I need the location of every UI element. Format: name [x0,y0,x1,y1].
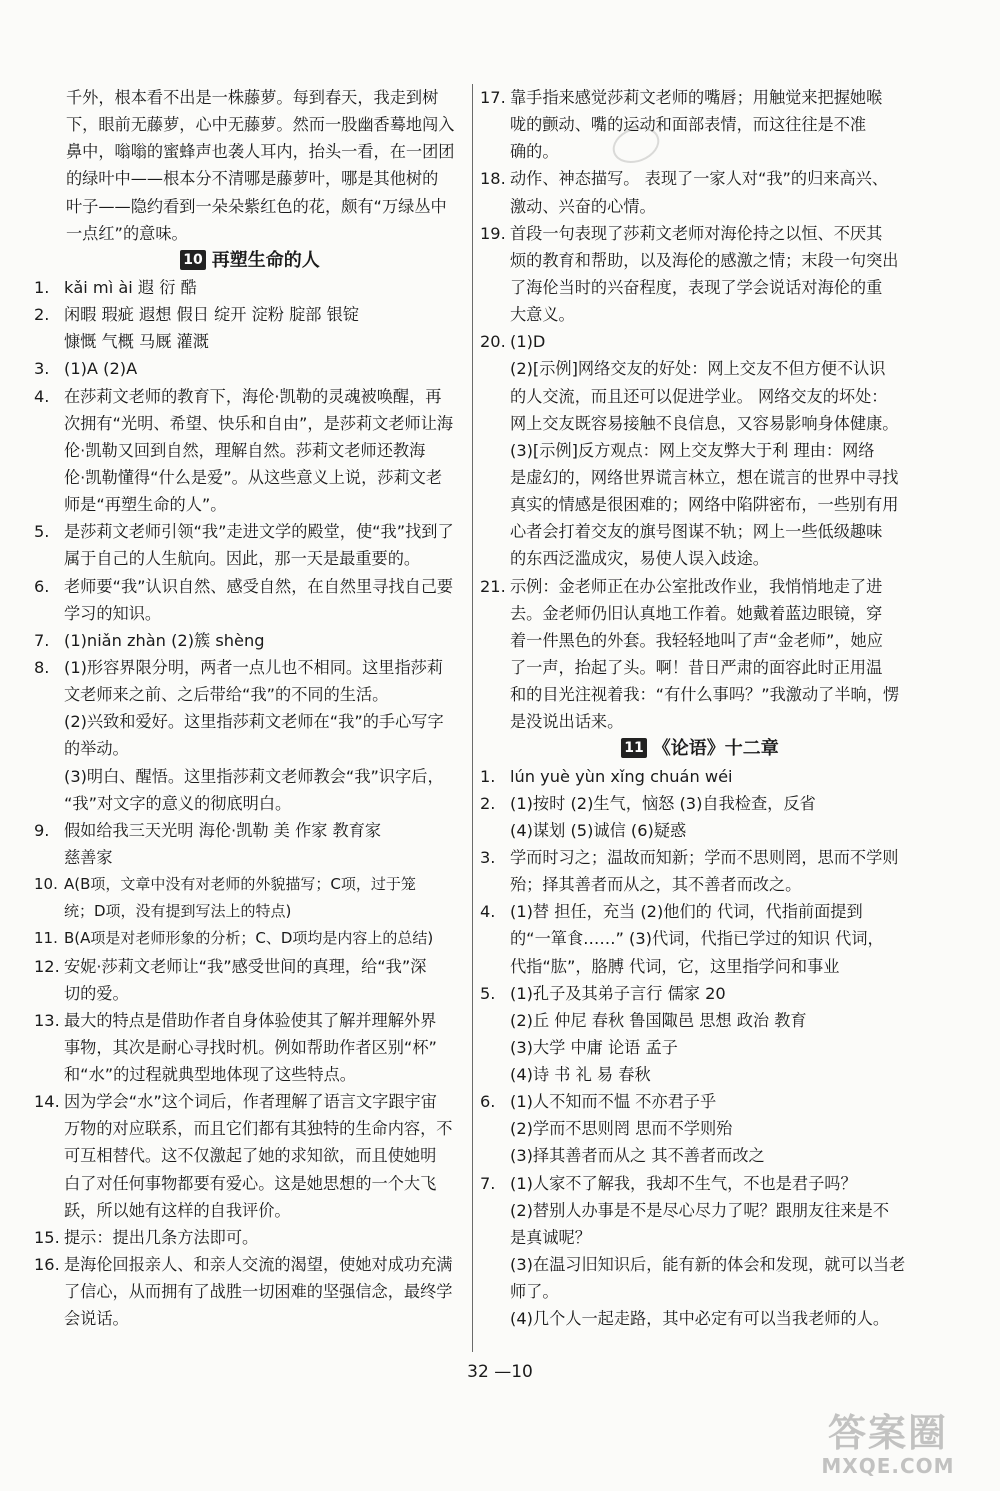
item-text: kǎi mì ài 遐 衍 酷 [64,277,197,297]
answer-continuation-line: 是没说出话来。 [510,712,624,732]
item-text: 老师要“我”认识自然、感受自然，在自然里寻找自己要 [64,576,454,596]
item-text: 示例：金老师正在办公室批改作业，我悄悄地走了进 [510,576,883,596]
right-column [480,84,920,1332]
item-number: 13. [34,1010,60,1030]
answer-item [34,274,466,301]
answer-continuation-line: 着一件黑色的外套。我轻轻地叫了声“金老师”，她应 [510,630,883,650]
column-divider [472,84,473,1352]
answer-continuation-line: 慷慨 气概 马厩 灌溉 [64,332,209,352]
answer-continuation-line: 会说话。 [64,1309,129,1329]
item-text: 假如给我三天光明 海伦·凯勒 美 作家 教育家 [64,820,382,840]
answer-continuation-line: 统；D项，没有提到写法上的特点) [64,902,292,921]
item-number: 4. [34,386,50,406]
item-text: lún yuè yùn xǐng chuán wéi [510,766,733,786]
answer-continuation-line: 了信心，从而拥有了战胜一切困难的坚强信念，最终学 [64,1282,453,1302]
item-number: 17. [480,88,506,107]
answer-continuation-line: 学习的知识。 [64,603,162,623]
site-watermark [798,1411,978,1481]
answer-continuation-line: 万物的对应联系，而且它们都有其独特的生命内容，不 [64,1119,453,1139]
answer-item [34,518,466,545]
item-number: 1. [34,277,50,297]
answer-continuation-line: (2)学而不思则罔 思而不学则殆 [510,1119,733,1139]
answer-continuation-line: 大意义。 [510,305,575,325]
item-text: 闲暇 瑕疵 遐想 假日 绽开 淀粉 腚部 银锭 [64,305,360,325]
answer-continuation-line: 和的目光注视着我：“有什么事吗？”我激动了半晌，愣 [510,685,900,705]
answer-continuation-line: 的“一箪食……” (3)代词，代指已学过的知识 代词， [510,929,884,949]
answer-item [34,953,466,980]
item-text: B(A项是对老师形象的分析；C、D项均是内容上的总结) [64,929,434,948]
answer-continuation-line: (3)[示例]反方观点：网上交友弊大于利 理由：网络 [510,440,875,460]
answer-continuation-line: 烦的教育和帮助，以及海伦的感激之情；末段一句突出 [510,250,899,270]
answer-continuation-line: 伦·凯勒懂得“什么是爱”。从这些意义上说，莎莉文老 [64,467,443,487]
item-text: 学而时习之；温故而知新；学而不思则罔，思而不学则 [510,847,899,867]
item-number: 7. [480,1173,496,1193]
item-number: 4. [480,902,496,922]
answer-continuation-line: 咙的颤动、嘴的运动和面部表情，而这往往是不准 [510,115,867,135]
item-text: 动作、神态描写。 表现了一家人对“我”的归来高兴、 [510,169,889,189]
item-number: 1. [480,766,496,786]
answer-item [34,871,466,898]
passage-text-line: 鼻中，嗡嗡的蜜蜂声也袭人耳内，抬头一看，在一团团 [66,142,455,162]
item-number: 20. [480,332,506,352]
item-text: (1)niǎn zhàn (2)簇 shèng [64,630,265,650]
item-number: 6. [34,576,50,596]
item-text: (1)替 担任，充当 (2)他们的 代词，代指前面提到 [510,902,863,922]
answer-continuation-line: 的举动。 [64,739,129,759]
answer-continuation-line: 是虚幻的，网络世界谎言林立，想在谎言的世界中寻找 [510,467,899,487]
answer-item [34,654,466,681]
section-title-text: 《论语》十二章 [652,738,779,760]
item-number: 21. [480,576,506,596]
item-number: 3. [34,359,50,379]
answer-item [34,383,466,410]
answer-item [34,1088,466,1115]
answer-continuation-line: 去。金老师仍旧认真地工作着。她戴着蓝边眼镜，穿 [510,603,883,623]
answer-continuation-line: (3)明白、醒悟。这里指莎莉文老师教会“我”识字后， [64,766,444,786]
passage-text-line: 千外，根本看不出是一株藤萝。每到春天，我走到树 [66,88,439,107]
answer-item [34,301,466,328]
item-text: (1)孔子及其弟子言行 儒家 20 [510,983,726,1003]
watermark-url: MXQE.COM [821,1454,955,1478]
section-number-badge: 10 [180,250,205,270]
answer-item [34,1007,466,1034]
item-number: 5. [34,522,50,542]
item-text: 因为学会“水”这个词后，作者理解了语言文字跟宇宙 [64,1092,437,1112]
answer-item [480,220,920,247]
answer-continuation-line: (3)在温习旧知识后，能有新的体会和发现，就可以当老 [510,1255,906,1275]
item-text: (1)按时 (2)生气，恼怒 (3)自我检查，反省 [510,793,816,813]
answer-item [34,1251,466,1278]
answer-continuation-line: 师了。 [510,1282,559,1302]
section-title [34,247,466,274]
answer-item [34,627,466,654]
answer-continuation-line: 真实的情感是很困难的；网络中陷阱密布，一些别有用 [510,495,899,515]
answer-item [34,1224,466,1251]
answer-item [480,790,920,817]
watermark-logo-text: 答案圈 [827,1411,948,1455]
answer-continuation-line: (4)诗 书 礼 易 春秋 [510,1065,651,1085]
answer-continuation-line: 伦·凯勒又回到自然，理解自然。莎莉文老师还教海 [64,440,426,460]
item-number: 15. [34,1227,60,1247]
item-text: (1)人不知而不愠 不亦君子乎 [510,1092,717,1112]
answer-continuation-line: 白了对任何事物都要有爱心。这是她思想的一个大飞 [64,1173,437,1193]
answer-continuation-line: (2)丘 仲尼 春秋 鲁国陬邑 思想 政治 教育 [510,1010,807,1030]
item-number: 5. [480,983,496,1003]
item-text: (1)人家不了解我，我却不生气，不也是君子吗？ [510,1173,857,1193]
answer-item [34,817,466,844]
answer-continuation-line: (4)谋划 (5)诚信 (6)疑惑 [510,820,687,840]
answer-item [480,1170,920,1197]
item-text: 安妮·莎莉文老师让“我”感受世间的真理，给“我”深 [64,956,427,976]
answer-continuation-line: 属于自己的人生航向。因此，那一天是最重要的。 [64,549,421,569]
item-number: 16. [34,1255,60,1275]
section-title-text: 再塑生命的人 [211,249,320,271]
answer-item [480,328,920,355]
answer-continuation-line: (4)几个人一起走路，其中必定有可以当我老师的人。 [510,1309,890,1329]
item-number: 8. [34,657,50,677]
item-text: 提示：提出几条方法即可。 [64,1227,259,1247]
answer-item [480,1088,920,1115]
answer-item [480,165,920,192]
passage-text-line: 的绿叶中——根本分不清哪是藤萝叶，哪是其他树的 [66,169,439,189]
left-column [34,84,466,1332]
answer-continuation-line: 慈善家 [64,847,113,867]
passage-text-line: 下，眼前无藤萝，心中无藤萝。然而一股幽香蓦地闯入 [66,115,455,135]
answer-continuation-line: 和“水”的过程就典型地体现了这些特点。 [64,1065,356,1085]
item-number: 12. [34,956,60,976]
section-title [480,735,920,762]
item-number: 7. [34,630,50,650]
answer-item [480,84,920,111]
item-text: (1)A (2)A [64,359,138,379]
answer-continuation-line: (3)大学 中庸 论语 孟子 [510,1037,678,1057]
answer-continuation-line: (2)替别人办事是不是尽心尽力了呢？跟朋友往来是不 [510,1200,890,1220]
item-number: 10. [34,875,58,894]
answer-continuation-line: 的人交流，而且还可以促进学业。 网络交友的坏处： [510,386,888,406]
item-text: 靠手指来感觉莎莉文老师的嘴唇；用触觉来把握她喉 [510,88,883,107]
answer-continuation-line: 是真诚呢？ [510,1227,591,1247]
answer-continuation-line: 事物，其次是耐心寻找时机。例如帮助作者区别“杯” [64,1037,437,1057]
item-number: 14. [34,1092,60,1112]
item-text: 是莎莉文老师引领“我”走进文学的殿堂，使“我”找到了 [64,522,454,542]
item-number: 9. [34,820,50,840]
answer-continuation-line: 了一声，抬起了头。啊！昔日严肃的面容此时正用温 [510,657,883,677]
answer-item [34,573,466,600]
answer-item [480,844,920,871]
item-text: 最大的特点是借助作者自身体验使其了解并理解外界 [64,1010,437,1030]
answer-item [480,763,920,790]
answer-continuation-line: 文老师来之前、之后带给“我”的不同的生活。 [64,685,389,705]
answer-item [34,925,466,952]
answer-item [34,355,466,382]
answer-continuation-line: 激动、兴奋的心情。 [510,196,656,216]
answer-item [480,573,920,600]
answer-continuation-line: 切的爱。 [64,983,129,1003]
answer-item [480,898,920,925]
item-number: 2. [34,305,50,325]
passage-text-line: 一点红”的意味。 [66,223,188,243]
answer-continuation-line: 的东西泛滥成灾，易使人误入歧途。 [510,549,769,569]
answer-continuation-line: (2)兴致和爱好。这里指莎莉文老师在“我”的手心写字 [64,712,444,732]
item-number: 11. [34,929,58,948]
item-number: 19. [480,223,506,243]
item-number: 2. [480,793,496,813]
item-text: 在莎莉文老师的教育下，海伦·凯勒的灵魂被唤醒，再 [64,386,442,406]
answer-continuation-line: 师是“再塑生命的人”。 [64,495,227,515]
item-text: 首段一句表现了莎莉文老师对海伦持之以恒、不厌其 [510,223,883,243]
page-number: 32 —10 [467,1362,533,1382]
answer-continuation-line: 可互相替代。这不仅激起了她的求知欲，而且使她明 [64,1146,437,1166]
answer-continuation-line: 心者会打着交友的旗号图谋不轨；网上一些低级趣味 [510,522,883,542]
answer-continuation-line: 跃，所以她有这样的自我评价。 [64,1200,291,1220]
answer-item [480,980,920,1007]
item-text: (1)形容界限分明，两者一点儿也不相同。这里指莎莉 [64,657,444,677]
item-text: A(B项，文章中没有对老师的外貌描写；C项，过于笼 [64,875,416,894]
answer-continuation-line: 次拥有“光明、希望、快乐和自由”，是莎莉文老师让海 [64,413,454,433]
answer-continuation-line: “我”对文字的意义的彻底明白。 [64,793,292,813]
item-number: 18. [480,169,506,189]
section-number-badge: 11 [621,738,646,758]
item-text: 是海伦回报亲人、和亲人交流的渴望，使她对成功充满 [64,1255,453,1275]
passage-text-line: 叶子——隐约看到一朵朵紫红色的花，颇有“万绿丛中 [66,196,447,216]
item-text: (1)D [510,332,546,352]
answer-continuation-line: (3)择其善者而从之 其不善者而改之 [510,1146,765,1166]
answer-continuation-line: 网上交友既容易接触不良信息，又容易影响身体健康。 [510,413,899,433]
item-number: 6. [480,1092,496,1112]
answer-continuation-line: 殆；择其善者而从之，其不善者而改之。 [510,875,802,895]
item-number: 3. [480,847,496,867]
answer-continuation-line: 确的。 [510,142,559,162]
answer-continuation-line: (2)[示例]网络交友的好处：网上交友不但方便不认识 [510,359,886,379]
answer-continuation-line: 代指“肱”，胳膊 代词，它，这里指学问和事业 [510,956,840,976]
answer-continuation-line: 了海伦当时的兴奋程度，表现了学会说话对海伦的重 [510,277,883,297]
